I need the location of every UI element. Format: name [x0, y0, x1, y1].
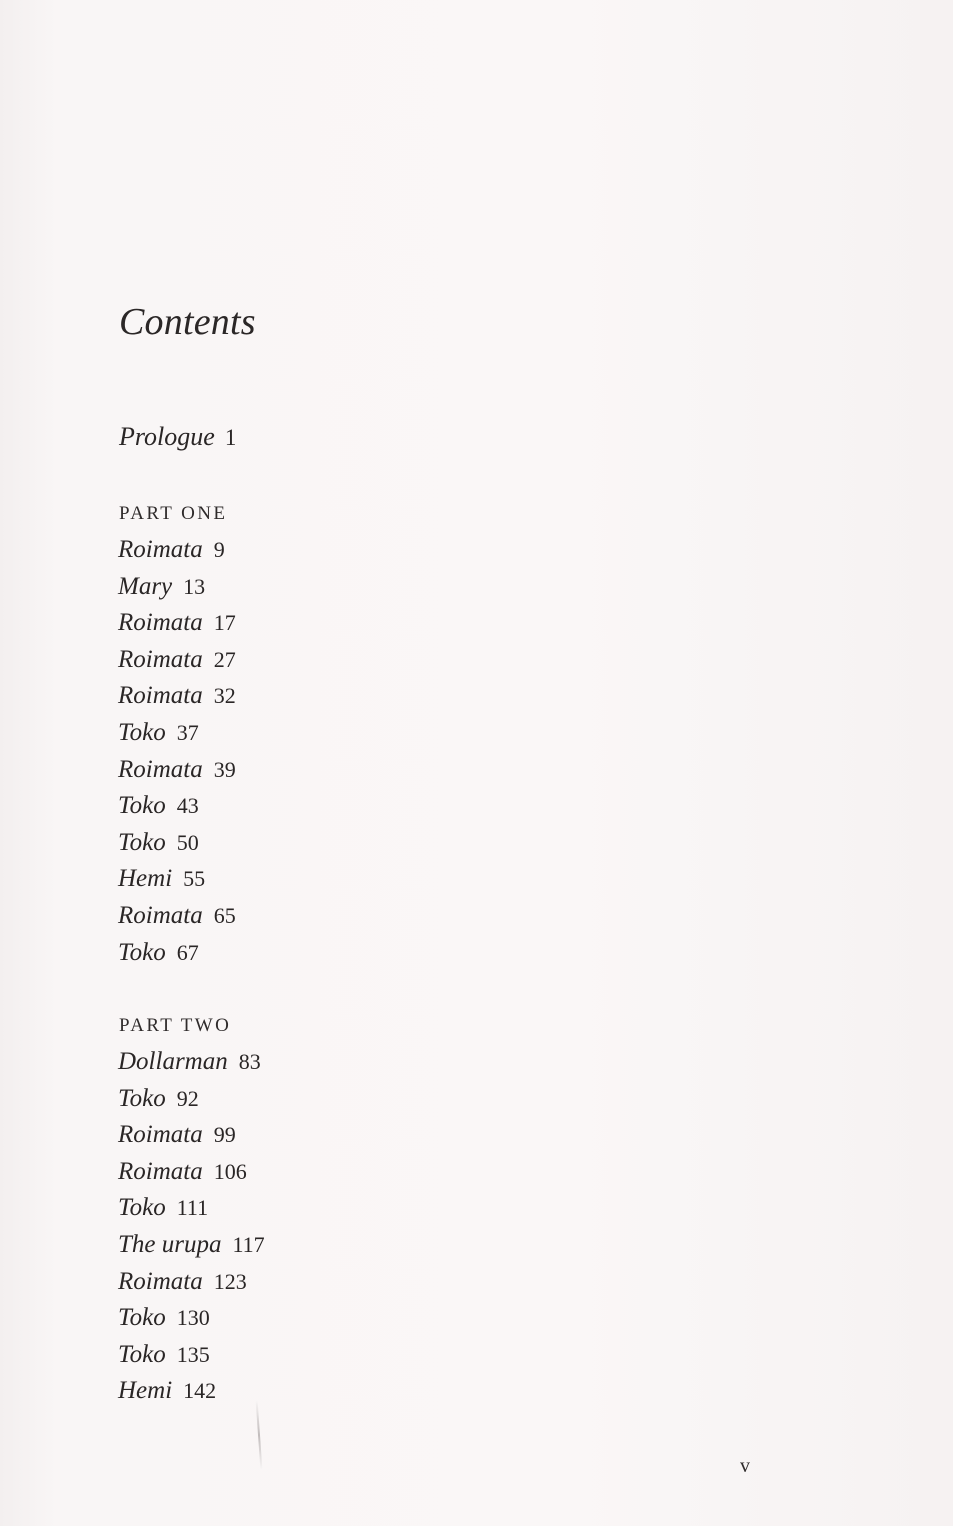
chapter-title-group: [118, 1300, 210, 1337]
chapter-title: Toko: [118, 1194, 166, 1222]
prologue-page: 1: [224, 425, 237, 450]
chapter-page: 55: [183, 866, 206, 892]
chapter-title-group: [118, 861, 205, 898]
chapter-page: 123: [213, 1268, 247, 1294]
chapter-page: 83: [238, 1049, 261, 1074]
chapter-title-group: [118, 935, 199, 972]
page-title: Contents: [119, 301, 256, 343]
chapter-title: Toko: [118, 828, 166, 856]
chapter-page: 117: [232, 1231, 265, 1257]
chapter-title: Roimata: [118, 1121, 203, 1149]
page-number: v: [740, 1455, 750, 1477]
chapter-title-group: [118, 825, 199, 862]
chapter-page: 37: [176, 719, 199, 745]
chapter-title-group: [118, 1190, 208, 1227]
paper-crease: [256, 1400, 263, 1470]
chapter-page: 13: [183, 573, 206, 599]
chapter-title: Roimata: [118, 901, 203, 929]
chapter-page: 32: [213, 683, 236, 709]
chapter-title: Roimata: [118, 755, 203, 783]
chapter-title-group: [118, 1337, 210, 1374]
chapter-title: Roimata: [118, 682, 203, 710]
prologue-label: Prologue: [119, 422, 215, 451]
chapter-title: Hemi: [118, 865, 173, 893]
chapter-title-group: [118, 1373, 216, 1410]
chapter-title-group: [118, 898, 236, 935]
chapter-page: 142: [183, 1378, 217, 1404]
chapter-page: 27: [213, 646, 236, 672]
chapter-page: 9: [213, 537, 225, 562]
chapter-title-group: [118, 1044, 261, 1081]
chapter-page: 50: [176, 829, 199, 855]
chapter-title-group: [118, 1264, 247, 1301]
chapter-page: 135: [176, 1341, 210, 1367]
chapter-title-group: [118, 1154, 247, 1191]
prologue-entry: [119, 422, 236, 452]
chapter-title: The urupa: [118, 1230, 222, 1258]
chapter-title-group: [118, 752, 236, 789]
chapter-page: 111: [176, 1195, 209, 1221]
chapter-title-group: [118, 569, 205, 606]
chapter-title-group: [118, 1081, 199, 1118]
chapter-title: Toko: [118, 1340, 166, 1368]
chapter-title: Roimata: [118, 1267, 203, 1295]
chapter-title: Roimata: [118, 1157, 203, 1185]
chapter-page: 99: [213, 1122, 236, 1148]
chapter-title-group: [118, 1227, 265, 1264]
chapter-page: 106: [213, 1158, 247, 1184]
chapter-page: 39: [213, 756, 236, 782]
chapter-title-group: [118, 678, 236, 715]
chapter-title-group: [118, 715, 199, 752]
chapter-page: 67: [176, 939, 199, 965]
chapter-title: Toko: [118, 938, 166, 966]
chapter-title-group: [118, 532, 225, 569]
chapter-page: 130: [176, 1305, 210, 1331]
chapter-title: Toko: [118, 1084, 166, 1112]
chapter-title: Roimata: [118, 609, 203, 637]
chapter-title: Toko: [118, 718, 166, 746]
chapter-page: 65: [213, 902, 236, 928]
part-two-heading: PART TWO: [119, 1015, 232, 1036]
chapter-title: Roimata: [118, 536, 203, 563]
chapter-title: Dollarman: [118, 1048, 228, 1075]
chapter-title: Toko: [118, 792, 166, 820]
chapter-title: Toko: [118, 1304, 166, 1332]
chapter-title: Roimata: [118, 645, 203, 673]
chapter-title: Hemi: [118, 1377, 173, 1405]
chapter-page: 17: [213, 610, 236, 636]
chapter-title-group: [118, 1117, 236, 1154]
chapter-page: 92: [176, 1085, 199, 1111]
part-one-heading: PART ONE: [119, 503, 228, 524]
chapter-title-group: [118, 788, 199, 825]
chapter-page: 43: [176, 793, 199, 819]
chapter-title-group: [118, 605, 236, 642]
chapter-title: Mary: [118, 572, 173, 600]
chapter-title-group: [118, 642, 236, 679]
